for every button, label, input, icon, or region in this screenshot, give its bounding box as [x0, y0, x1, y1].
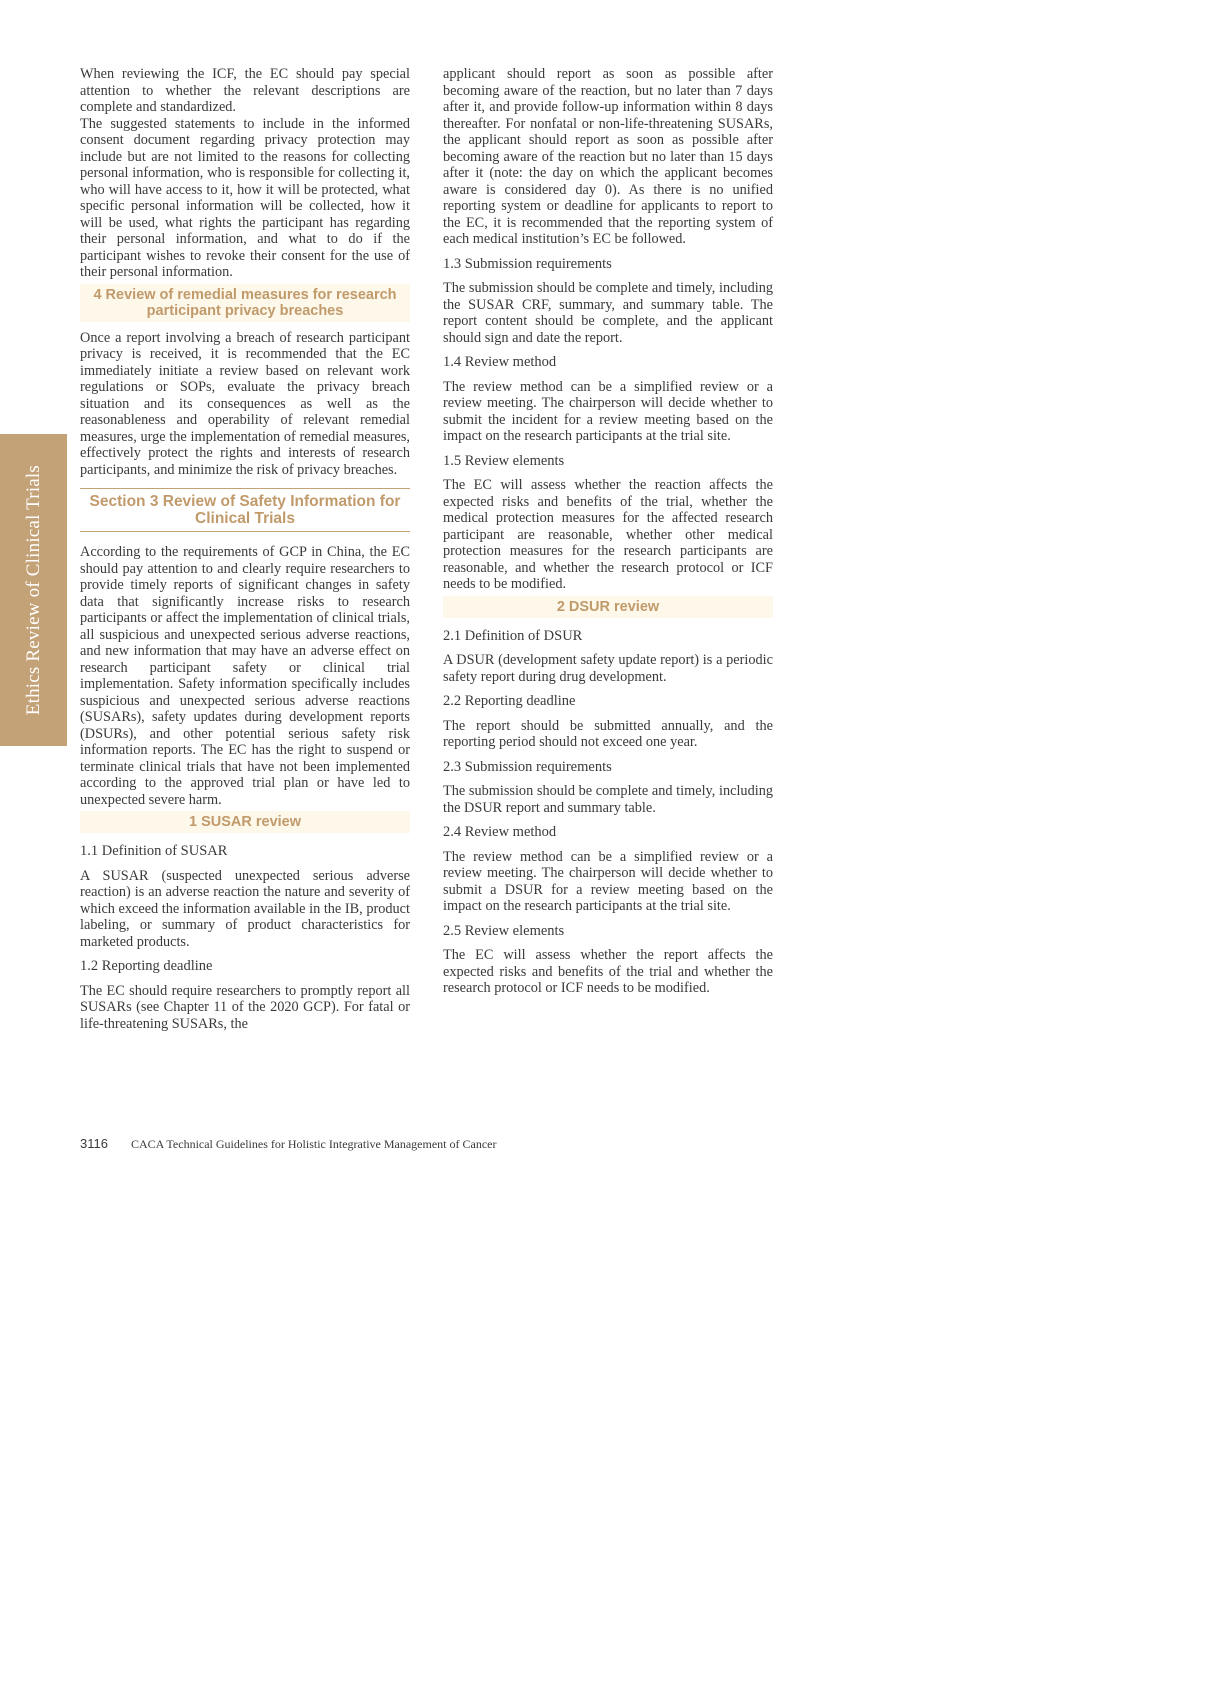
sub-heading: 1.4 Review method	[443, 354, 557, 370]
subsection-heading-4: 4 Review of remedial measures for research participant privacy breaches	[80, 284, 410, 322]
side-tab-label: Ethics Review of Clinical Trials	[22, 464, 44, 716]
paragraph: The submission should be complete and timely, including the SUSAR CRF, summary, and summary table. The report content should be complete, and the applicant should sign and date the report.	[443, 280, 773, 346]
running-title: CACA Technical Guidelines for Holistic Integrative Management of Cancer	[130, 1137, 497, 1151]
sub-heading: 1.3 Submission requirements	[443, 255, 612, 272]
paragraph: Once a report involving a breach of research participant privacy is received, it is recommended that the EC immediately initiate a review based on relevant work regulations or SOPs, evaluate the privacy breach situation and its consequences as well as the reasonableness and operability of relevant remedial measures, urge the implementation of remedial measures, effectively protect the rights and interests of research participants, and minimize the risk of privacy breaches.	[80, 329, 410, 478]
sub-heading: 2.3 Submission requirements	[443, 758, 612, 775]
sub-heading: 1.2 Reporting deadline	[80, 958, 213, 974]
page-number: 3116	[80, 1136, 108, 1151]
sub-heading: 1.1 Definition of SUSAR	[80, 843, 228, 859]
subsection-heading-susar: 1 SUSAR review	[80, 811, 410, 833]
sub-heading: 2.5 Review elements	[443, 922, 565, 939]
side-tab	[0, 434, 67, 746]
sub-heading: 2.4 Review method	[443, 824, 557, 840]
right-column	[443, 66, 773, 997]
paragraph: The EC should require researchers to promptly report all SUSARs (see Chapter 11 of the 2020 GCP). For fatal or life-threatening SUSARs, the	[80, 982, 410, 1032]
paragraph: The EC will assess whether the reaction affects the expected risks and benefits of the trial, whether the medical protection measures for the affected research participant are reasonable, whether other medical protection measures for the research participants are reasonable, and whether the research protocol or ICF needs to be modified.	[443, 477, 773, 592]
sub-heading: 2.2 Reporting deadline	[443, 693, 576, 709]
paragraph: The report should be submitted annually, and the reporting period should not exceed one year.	[443, 717, 773, 750]
paragraph: When reviewing the ICF, the EC should pay special attention to whether the relevant descriptions are complete and standardized.	[80, 66, 410, 115]
paragraph: The review method can be a simplified review or a review meeting. The chairperson will decide whether to submit the incident for a review meeting based on the impact on the research participants at the trial site.	[443, 378, 773, 444]
section-heading-3: Section 3 Review of Safety Information for Clinical Trials	[80, 488, 410, 532]
subsection-heading-dsur: 2 DSUR review	[443, 596, 773, 618]
page-footer	[80, 1136, 496, 1152]
paragraph: The review method can be a simplified review or a review meeting. The chairperson will decide whether to submit a DSUR for a review meeting based on the impact on the research participants at the trial site.	[443, 848, 773, 914]
paragraph: According to the requirements of GCP in China, the EC should pay attention to and clearly require researchers to provide timely reports of significant changes in safety data that significantly increase risks to research participants or affect the implementation of clinical trials, all suspicious and unexpected serious adverse reactions, and new information that may have an adverse effect on research participant safety or clinical trial implementation. Safety information specifically includes suspicious and unexpected serious adverse reactions (SUSARs), safety updates during development reports (DSURs), and other potential serious safety risk information reports. The EC has the right to suspend or terminate clinical trials that have not been implemented according to the approved trial plan or have led to unexpected severe harm.	[80, 544, 410, 808]
paragraph: applicant should report as soon as possible after becoming aware of the reaction, but no later than 7 days after it, and provide follow-up information within 8 days thereafter. For nonfatal or non-life-threatening SUSARs, the applicant should report as soon as possible after becoming aware of the reaction but no later than 15 days after it (note: the day on which the applicant becomes aware is considered day 0). As there is no unified reporting system or deadline for applicants to report to the EC, it is recommended that the reporting system of each medical institution’s EC be followed.	[443, 66, 773, 247]
paragraph: The EC will assess whether the report affects the expected risks and benefits of the trial and whether the research protocol or ICF needs to be modified.	[443, 947, 773, 996]
paragraph: The submission should be complete and timely, including the DSUR report and summary table.	[443, 783, 773, 816]
paragraph: A SUSAR (suspected unexpected serious adverse reaction) is an adverse reaction the nature and severity of which exceed the information available in the IB, product labeling, or summary of product characteristics for marketed products.	[80, 867, 410, 950]
sub-heading: 1.5 Review elements	[443, 452, 565, 469]
sub-heading: 2.1 Definition of DSUR	[443, 627, 583, 644]
paragraph: The suggested statements to include in the informed consent document regarding privacy protection may include but are not limited to the reasons for collecting personal information, who is responsible for collecting it, who will have access to it, how it will be protected, what specific personal information will be collected, how it will be used, what rights the participant has regarding their personal information, and what to do if the participant wishes to revoke their consent for the use of their personal information.	[80, 115, 410, 280]
paragraph: A DSUR (development safety update report) is a periodic safety report during drug development.	[443, 652, 773, 685]
left-column	[80, 66, 410, 1032]
